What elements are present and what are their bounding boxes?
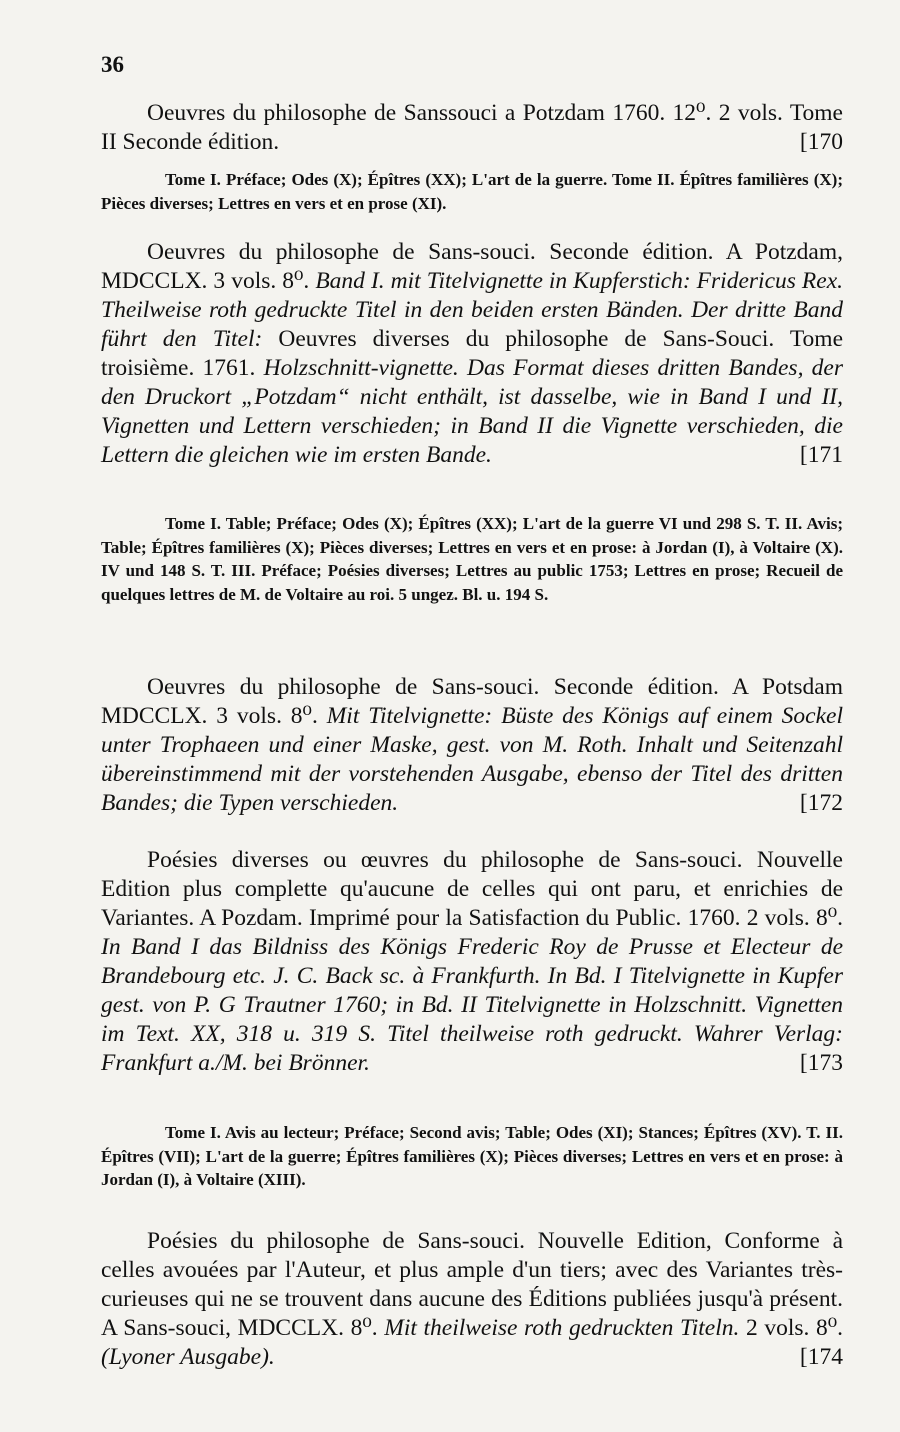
entry-number: [170 bbox=[799, 129, 843, 155]
entry-text-italic: Band I. mit Titelvignette in Kupferstich: Fridericus Rex. Theilweise roth gedruckte Titel in den beiden ersten Bänden. Der dritte Band führt den Titel: bbox=[101, 268, 843, 352]
entry-text-italic: Holzschnitt-vignette. Das Format dieses dritten Bandes, der den Druckort „Potzdam“ nicht enthält, ist dasselbe, wie in Band I und II, Vignetten und Lettern verschieden; in Band II die Vignette verschieden, die Lettern die gleichen wie im ersten Bande. bbox=[101, 355, 844, 468]
entry-text: Oeuvres du philosophe de Sans-souci. Seconde édition. A Potzdam, MDCCLX. 3 vols. 8⁰. bbox=[101, 239, 843, 294]
entry-173 bbox=[101, 846, 843, 1078]
entry-171 bbox=[101, 238, 843, 470]
entry-text-italic: (Lyoner Ausgabe). bbox=[101, 1344, 275, 1370]
entry-170 bbox=[101, 99, 843, 157]
entry-number: [174 bbox=[799, 1344, 843, 1370]
entry-text-italic: Mit Titelvignette: Büste des Königs auf einem Sockel unter Trophaeen und einer Maske, gest. von M. Roth. Inhalt und Seitenzahl übereinstimmend mit der vorstehenden Ausgabe, ebenso der Titel des dritten Bandes; die Typen verschieden. bbox=[101, 703, 844, 816]
note-text: Tome I. Préface; Odes (X); Épîtres (XX); L'art de la guerre. Tome II. Épîtres familières (X); Pièces diverses; Lettres en vers et en prose (XI). bbox=[101, 170, 843, 213]
entry-text: Oeuvres diverses du philosophe de Sans-Souci. Tome troisième. 1761. bbox=[101, 326, 844, 381]
note-text: Tome I. Avis au lecteur; Préface; Second avis; Table; Odes (XI); Stances; Épîtres (XV). T. II. Épîtres (VII); L'art de la guerre; Épîtres familières (X); Pièces diverses; Lettres en vers et en prose: à Jordan (I), à Voltaire (XIII). bbox=[101, 1123, 843, 1189]
entry-text: Oeuvres du philosophe de Sans-souci. Seconde édition. A Potsdam MDCCLX. 3 vols. 8⁰. bbox=[101, 674, 843, 729]
entry-text-italic: In Band I das Bildniss des Königs Frederic Roy de Prusse et Electeur de Brandebourg etc. J. C. Back sc. à Frankfurth. In Bd. I Titelvignette in Kupfer gest. von P. G Trautner 1760; in Bd. II Titelvignette in Holzschnitt. Vignetten im Text. XX, 318 u. 319 S. Titel theilweise roth gedruckt. Wahrer Verlag: Frankfurt a./M. bei Brönner. bbox=[101, 934, 843, 1076]
page-number: 36 bbox=[101, 52, 124, 77]
entry-174 bbox=[101, 1227, 843, 1372]
entry-text: Poésies du philosophe de Sans-souci. Nouvelle Edition, Conforme à celles avouées par l'Auteur, et plus ample d'un tiers; avec des Variantes très-curieuses qui ne se trouvent dans aucune des Éditions publiées jusqu'à présent. A Sans-souci, MDCCLX. 8⁰. bbox=[101, 1228, 843, 1341]
entry-text: Oeuvres du philosophe de Sanssouci a Potzdam 1760. 12⁰. 2 vols. Tome II Seconde édition. bbox=[101, 100, 843, 155]
entry-number: [171 bbox=[799, 442, 843, 468]
note-text: Tome I. Table; Préface; Odes (X); Épîtres (XX); L'art de la guerre VI und 298 S. T. II. Avis; Table; Épîtres familières (X); Pièces diverses; Lettres en vers et en prose: à Jordan (I), à Voltaire (X). IV und 148 S. T. III. Préface; Poésies diverses; Lettres au public 1753; Lettres en prose; Recueil de quelques lettres de M. de Voltaire au roi. 5 ungez. Bl. u. 194 S. bbox=[101, 514, 843, 604]
entry-text: Poésies diverses ou œuvres du philosophe de Sans-souci. Nouvelle Edition plus complette qu'aucune de celles qui ont paru, et enrichies de Variantes. A Pozdam. Imprimé pour la Satisfaction du Public. 1760. 2 vols. 8⁰. bbox=[101, 847, 843, 931]
entry-170-note bbox=[101, 168, 843, 215]
entry-text-italic: Mit theilweise roth gedruckten Titeln. bbox=[384, 1315, 740, 1341]
entry-173-note bbox=[101, 1121, 843, 1192]
entry-text: 2 vols. 8⁰. bbox=[745, 1315, 844, 1341]
entry-171-note bbox=[101, 512, 843, 606]
entry-172 bbox=[101, 673, 843, 818]
entry-number: [172 bbox=[799, 790, 843, 816]
entry-number: [173 bbox=[799, 1050, 843, 1076]
